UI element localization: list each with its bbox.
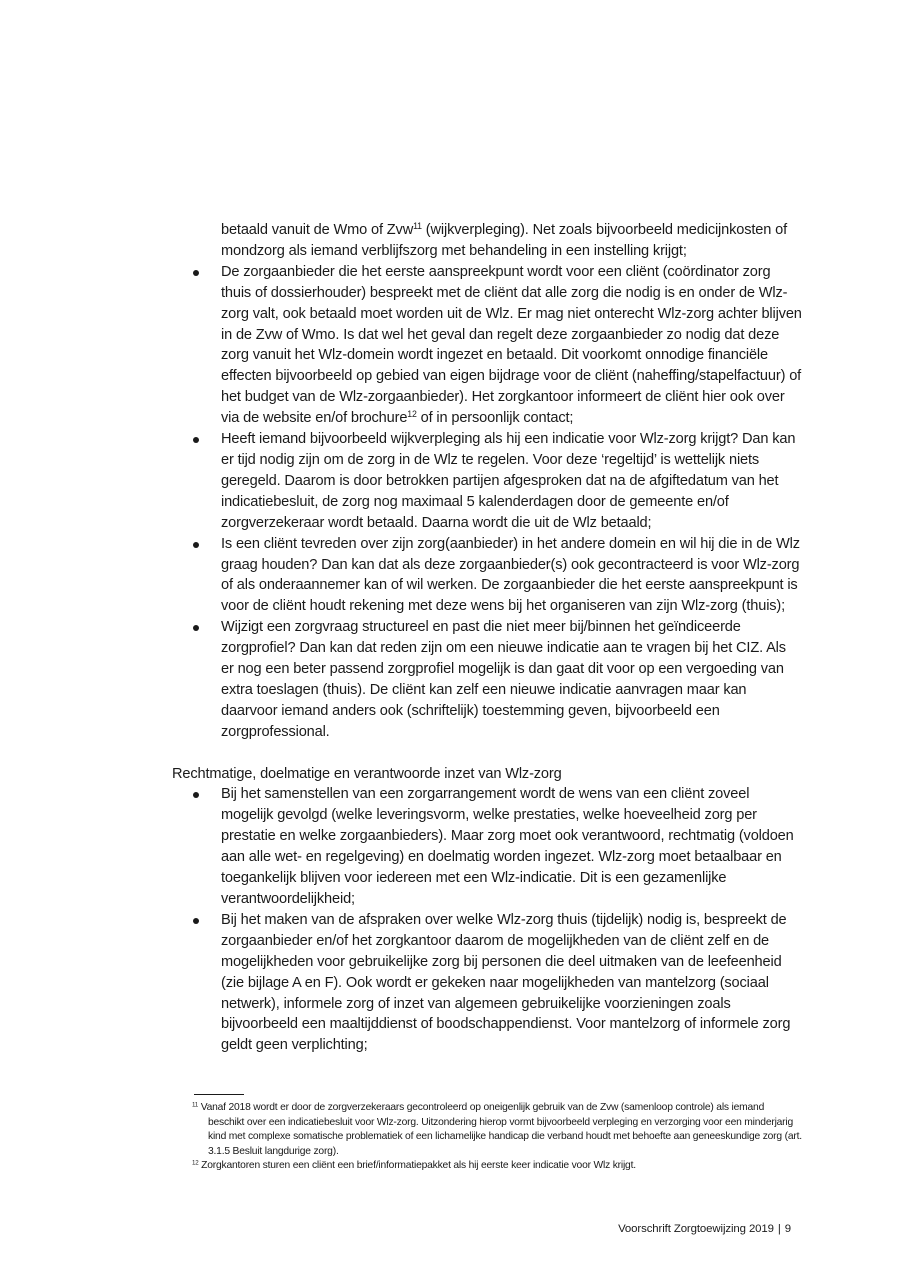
bullet-icon [193, 792, 199, 798]
list-item [172, 784, 802, 909]
list-item-text: Heeft iemand bijvoorbeeld wijkverpleging als hij een indicatie voor Wlz-zorg krijgt? Dan kan er tijd nodig zijn om de zorg in de Wlz te regelen. Voor deze ‘regeltijd’ is wettelijk niets geregeld. Daarom is door betrokken partijen afgesproken dat na de afgiftedatum van het indicatiebesluit, de zorg nog maximaal 5 kalenderdagen door de gemeente en/of zorgverzekeraar wordt betaald. Daarna wordt die uit de Wlz betaald; [221, 431, 796, 531]
footer-title: Voorschrift Zorgtoewijzing 2019 [618, 1223, 774, 1235]
footer-separator: | [777, 1223, 781, 1235]
list-item-text: Bij het samenstellen van een zorgarrangement wordt de wens van een cliënt zoveel mogelijk gevolgd (welke leveringsvorm, welke prestaties, welke hoeveelheid zorg per prestatie en welke zorgaanbieders). Maar zorg moet ook verantwoord, rechtmatig (voldoen aan alle wet- en regelgeving) en doelmatig worden ingezet. Wlz-zorg moet betaalbaar en toegankelijk blijven voor iedereen met een Wlz-indicatie. Dit is een gezamenlijke verantwoordelijkheid; [221, 786, 794, 907]
list-item [172, 429, 802, 534]
list-item [172, 910, 802, 1056]
bullet-icon [193, 542, 199, 548]
footnote [192, 1159, 802, 1174]
footnote-separator [194, 1094, 244, 1095]
bullet-list-1 [172, 262, 802, 743]
bullet-icon [193, 270, 199, 276]
bullet-list-2 [172, 784, 802, 1056]
footnote-number: 12 [192, 1159, 199, 1167]
page-footer [560, 1223, 791, 1235]
footnotes [192, 1101, 802, 1174]
footnote-number: 11 [192, 1101, 199, 1109]
bullet-icon [193, 625, 199, 631]
footnote-text: Zorgkantoren sturen een cliënt een brief/informatiepakket als hij eerste keer indicatie voor Wlz krijgt. [201, 1160, 636, 1172]
bullet-icon [193, 437, 199, 443]
paragraph-text: (wijkverpleging). Net zoals bijvoorbeeld medicijnkosten of mondzorg als iemand verblijfszorg met behandeling in een instelling krijgt; [221, 222, 787, 259]
footnote-reference[interactable]: 12 [407, 409, 417, 420]
page-number: 9 [784, 1223, 791, 1235]
footnote-text: Vanaf 2018 wordt er door de zorgverzekeraars gecontroleerd op oneigenlijk gebruik van de Zvw (samenloop controle) als iemand beschikt over een indicatiebesluit voor Wlz-zorg. Uitzondering hierop vormt bijvoorbeeld verpleging en verzorging voor een minderjarig kind met complexe somatische problematiek of een lichamelijke handicap die verband houdt met behoefte aan geneeskundige zorg (art. 3.1.5 Besluit langdurige zorg). [200, 1102, 802, 1157]
footnote-reference[interactable]: 11 [413, 221, 422, 232]
bullet-icon [193, 918, 199, 924]
list-item-text: Bij het maken van de afspraken over welke Wlz-zorg thuis (tijdelijk) nodig is, bespreekt de zorgaanbieder en/of het zorgkantoor daarom de mogelijkheden van de cliënt zelf en de mogelijkheden voor gebruikelijke zorg bij personen die deel uitmaken van de leefeenheid (zie bijlage A en F). Ook wordt er gekeken naar mogelijkheden van mantelzorg (sociaal netwerk), informele zorg of inzet van algemeen gebruikelijke voorzieningen zoals bijvoorbeeld een maaltijddienst of boodschappendienst. Voor mantelzorg of informele zorg geldt geen verplichting; [221, 911, 791, 1054]
section-heading: Rechtmatige, doelmatige en verantwoorde inzet van Wlz-zorg [172, 765, 562, 782]
list-item-text: Is een cliënt tevreden over zijn zorg(aanbieder) in het andere domein en wil hij die in de Wlz graag houden? Dan kan dat als deze zorgaanbieder(s) ook gecontracteerd is voor Wlz-zorg of als onderaannemer kan of wil werken. De zorgaanbieder die het eerste aanspreekpunt is voor de cliënt houdt rekening met deze wens bij het organiseren van zijn Wlz-zorg (thuis); [221, 535, 800, 615]
body-text [172, 220, 802, 1056]
list-item-text: De zorgaanbieder die het eerste aanspreekpunt wordt voor een cliënt (coördinator zorg thuis of dossierhouder) bespreekt met de cliënt dat alle zorg die nodig is en onder de Wlz-zorg valt, ook betaald moet worden uit de Wlz. Er mag niet onterecht Wlz-zorg achter blijven in de Zvw of Wmo. Is dat wel het geval dan regelt deze zorgaanbieder zo nodig dat deze zorg vanuit het Wlz-domein wordt ingezet en betaald. Dit voorkomt onnodige financiële effecten bijvoorbeeld op gebied van eigen bijdrage voor de cliënt (naheffing/stapelfactuur) of het budget van de Wlz-zorgaanbieder). Het zorgkantoor informeert de cliënt hier ook over via de website en/of brochure [221, 263, 802, 427]
list-item [172, 617, 802, 742]
continued-paragraph [172, 220, 802, 262]
list-item [172, 534, 802, 618]
list-item-text: Wijzigt een zorgvraag structureel en past die niet meer bij/binnen het geïndiceerde zorgprofiel? Dan kan dat reden zijn om een nieuwe indicatie aan te vragen bij het CIZ. Als er nog een beter passend zorgprofiel mogelijk is dan gaat dit voor op een vergoeding van extra toeslagen (thuis). De cliënt kan zelf een nieuwe indicatie aanvragen maar kan daarvoor iemand anders ook (schriftelijk) toestemming geven, bijvoorbeeld een zorgprofessional. [221, 619, 786, 740]
list-item [172, 262, 802, 429]
footnote [192, 1101, 802, 1159]
paragraph-text: betaald vanuit de Wmo of Zvw [221, 222, 414, 238]
list-item-text: of in persoonlijk contact; [416, 410, 574, 427]
